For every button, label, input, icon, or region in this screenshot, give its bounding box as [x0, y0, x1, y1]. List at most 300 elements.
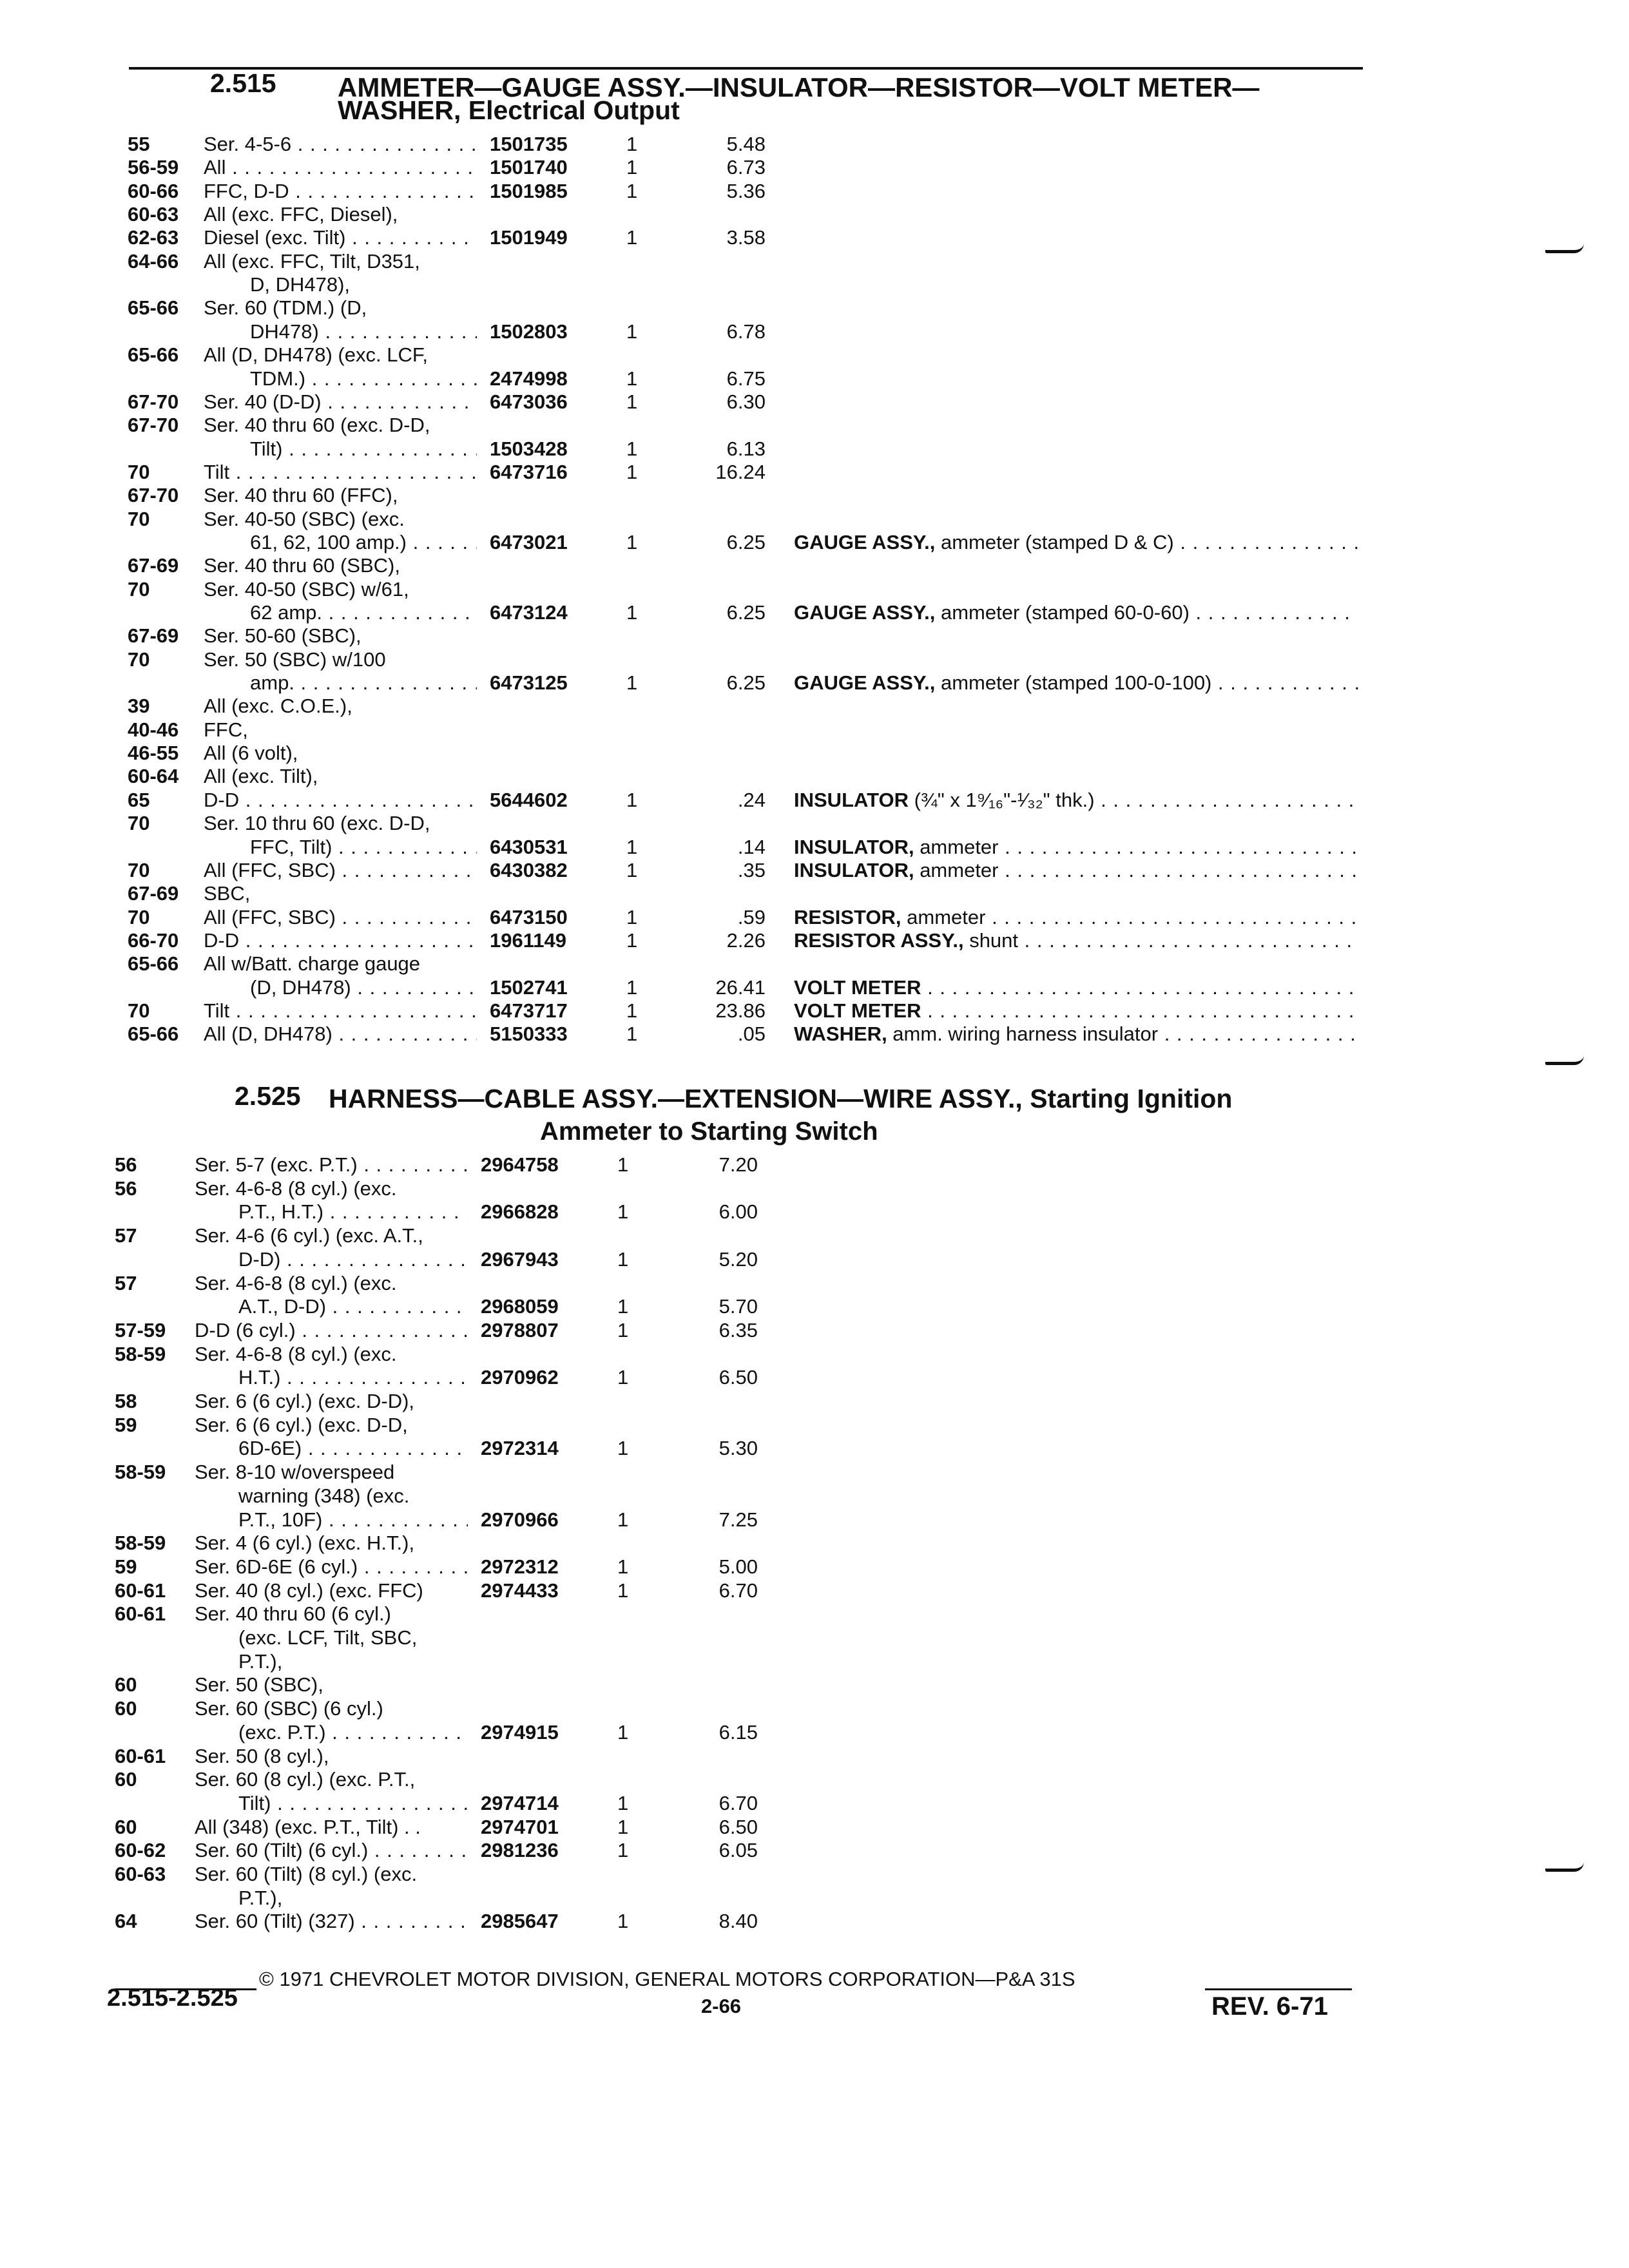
- price: .59: [737, 905, 766, 928]
- model-year: 67-70: [128, 414, 179, 437]
- price: 6.50: [718, 1815, 758, 1838]
- application-description: FFC, Tilt) . . .: [250, 836, 477, 859]
- price: 6.30: [726, 390, 766, 413]
- application-description: D, DH478),: [250, 273, 351, 296]
- quantity: 1: [626, 437, 638, 460]
- model-year: 67-70: [128, 390, 179, 413]
- model-year: 60-64: [128, 765, 179, 788]
- part-name: [794, 906, 1358, 929]
- table-row: [0, 718, 1629, 742]
- table-row: [0, 1295, 1629, 1318]
- application-description: All (exc. Tilt),: [204, 765, 318, 788]
- model-year: 64-66: [128, 249, 179, 273]
- model-year: 59: [115, 1413, 137, 1436]
- model-year: 59: [115, 1555, 137, 1578]
- quantity: 1: [626, 133, 638, 155]
- table-row: [0, 601, 1629, 624]
- application-description: Ser. 5-7 (exc. P.T.) . . .: [195, 1153, 468, 1177]
- part-number: 5150333: [490, 1023, 568, 1046]
- model-year: 58-59: [115, 1461, 166, 1484]
- application-description: 62 amp. . . .: [250, 601, 477, 624]
- model-year: 67-69: [128, 554, 179, 577]
- table-row: [0, 1532, 1629, 1555]
- application-description: Ser. 6D-6E (6 cyl.) . . .: [195, 1555, 468, 1579]
- part-number: 2972312: [481, 1555, 559, 1578]
- quantity: 1: [626, 858, 638, 881]
- model-year: 66-70: [128, 928, 179, 952]
- quantity: 1: [617, 1910, 629, 1933]
- application-description: Ser. 4-6-8 (8 cyl.) (exc.: [195, 1342, 397, 1365]
- part-name: [794, 836, 1358, 859]
- section-title-2-bold: HARNESS—CABLE ASSY.—EXTENSION—WIRE ASSY.,: [329, 1084, 1023, 1113]
- model-year: 65: [128, 788, 150, 811]
- price: 5.30: [718, 1437, 758, 1460]
- price: 6.05: [718, 1839, 758, 1862]
- part-name-detail: ammeter: [901, 905, 986, 928]
- quantity: 1: [626, 835, 638, 858]
- model-year: 64: [115, 1910, 137, 1933]
- application-description: All (exc. FFC, Diesel),: [204, 203, 398, 226]
- part-number: 6430531: [490, 835, 568, 858]
- application-description: 6D-6E) . . .: [238, 1437, 468, 1460]
- part-name-bold: GAUGE ASSY.,: [794, 671, 936, 695]
- part-number: 6473036: [490, 390, 568, 413]
- application-description: (exc. LCF, Tilt, SBC,: [238, 1626, 418, 1649]
- application-description: FFC,: [204, 718, 248, 741]
- application-description: D-D) . . .: [238, 1248, 468, 1271]
- table-row: [0, 1177, 1629, 1200]
- quantity: 1: [617, 1318, 629, 1341]
- application-description: Ser. 60 (Tilt) (8 cyl.) (exc.: [195, 1863, 418, 1885]
- model-year: 57: [115, 1224, 137, 1247]
- price: 5.36: [726, 179, 766, 202]
- section-number: 2.515: [210, 68, 276, 98]
- quantity: 1: [626, 156, 638, 179]
- model-year: 56: [115, 1153, 137, 1176]
- price: .05: [737, 1023, 766, 1046]
- part-name-bold: GAUGE ASSY.,: [794, 601, 936, 624]
- price: 7.20: [718, 1153, 758, 1176]
- table-row: [0, 1816, 1629, 1839]
- model-year: 67-69: [128, 624, 179, 648]
- quantity: 1: [617, 1815, 629, 1838]
- model-year: 60-61: [115, 1579, 166, 1602]
- model-year: 58-59: [115, 1342, 166, 1365]
- price: 8.40: [718, 1910, 758, 1933]
- model-year: 70: [128, 460, 150, 483]
- table-row: [0, 203, 1629, 226]
- application-description: D-D . . .: [204, 929, 477, 952]
- table-row: [0, 554, 1629, 577]
- top-rule: [129, 67, 1363, 70]
- part-name-detail: ammeter (stamped 60-0-60): [935, 601, 1190, 624]
- application-description: Ser. 40 thru 60 (6 cyl.): [195, 1602, 391, 1626]
- application-description: Ser. 40 thru 60 (exc. D-D,: [204, 414, 430, 437]
- table-row: [0, 390, 1629, 414]
- application-description: D-D (6 cyl.) . . .: [195, 1319, 468, 1342]
- application-description: Ser. 4-6 (6 cyl.) (exc. A.T.,: [195, 1224, 423, 1247]
- table-row: [0, 1248, 1629, 1271]
- application-description: Tilt . . .: [204, 461, 477, 484]
- part-name: [794, 929, 1358, 952]
- model-year: 60: [115, 1673, 137, 1696]
- application-description: (exc. P.T.) . . .: [238, 1721, 468, 1744]
- application-description: Ser. 60 (TDM.) (D,: [204, 296, 367, 320]
- table-row: [0, 320, 1629, 343]
- price: .14: [737, 835, 766, 858]
- part-number: 2978807: [481, 1318, 559, 1341]
- table-row: [0, 1768, 1629, 1791]
- table-row: [0, 461, 1629, 484]
- section-title: AMMETER—GAUGE ASSY.—INSULATOR—RESISTOR—VOLT METER—: [338, 72, 1260, 102]
- table-row: [0, 1200, 1629, 1224]
- quantity: 1: [617, 1579, 629, 1602]
- application-description: All (D, DH478) . . .: [204, 1023, 477, 1046]
- part-name-detail: ammeter: [914, 858, 999, 881]
- part-name-bold: WASHER,: [794, 1023, 887, 1046]
- application-description: Tilt) . . .: [238, 1792, 468, 1815]
- table-row: [0, 648, 1629, 671]
- application-description: Ser. 50-60 (SBC),: [204, 624, 361, 648]
- table-row: [0, 1839, 1629, 1862]
- price: 7.25: [718, 1508, 758, 1531]
- table-row: [0, 906, 1629, 929]
- application-description: Ser. 60 (Tilt) (6 cyl.) . . .: [195, 1839, 468, 1862]
- footer-revision: REV. 6-71: [1211, 1992, 1328, 2021]
- quantity: 1: [626, 905, 638, 928]
- table-row: [0, 1887, 1629, 1910]
- table-row: [0, 1721, 1629, 1744]
- part-number: 2974714: [481, 1791, 559, 1814]
- price: 6.50: [718, 1366, 758, 1389]
- application-description: Ser. 4 (6 cyl.) (exc. H.T.),: [195, 1532, 415, 1555]
- model-year: 65-66: [128, 343, 179, 367]
- part-number: 1503428: [490, 437, 568, 460]
- application-description: All (exc. FFC, Tilt, D351,: [204, 249, 420, 273]
- quantity: 1: [617, 1555, 629, 1578]
- part-number: 2974701: [481, 1815, 559, 1838]
- quantity: 1: [626, 671, 638, 695]
- model-year: 60: [115, 1768, 137, 1791]
- application-description: SBC,: [204, 882, 251, 905]
- application-description: P.T.),: [238, 1649, 283, 1673]
- part-name-bold: VOLT METER: [794, 999, 921, 1022]
- application-description: Tilt . . .: [204, 999, 477, 1023]
- application-description: Ser. 40-50 (SBC) (exc.: [204, 507, 405, 530]
- model-year: 62-63: [128, 226, 179, 249]
- part-number: 6473125: [490, 671, 568, 695]
- application-description: Ser. 40 thru 60 (FFC),: [204, 484, 398, 507]
- part-number: 5644602: [490, 788, 568, 811]
- application-description: 61, 62, 100 amp.) . . .: [250, 531, 477, 554]
- model-year: 58: [115, 1390, 137, 1412]
- price: 6.25: [726, 530, 766, 553]
- model-year: 65-66: [128, 952, 179, 975]
- part-number: 2981236: [481, 1839, 559, 1862]
- quantity: 1: [617, 1366, 629, 1389]
- table-row: [0, 156, 1629, 179]
- application-description: Tilt) . . .: [250, 437, 477, 461]
- application-description: TDM.) . . .: [250, 367, 477, 390]
- part-name-detail: ammeter: [914, 835, 999, 858]
- section-title-2: [329, 1084, 1232, 1114]
- price: 6.15: [718, 1720, 758, 1744]
- quantity: 1: [617, 1720, 629, 1744]
- table-row: [0, 343, 1629, 367]
- model-year: 70: [128, 507, 150, 530]
- application-description: All (6 volt),: [204, 742, 298, 765]
- application-description: Ser. 60 (SBC) (6 cyl.): [195, 1697, 383, 1720]
- section-subtitle: Ammeter to Starting Switch: [540, 1117, 878, 1146]
- part-name: [794, 531, 1358, 554]
- table-row: [0, 508, 1629, 531]
- table-row: [0, 1792, 1629, 1815]
- table-row: [0, 578, 1629, 601]
- application-description: FFC, D-D . . .: [204, 180, 477, 203]
- model-year: 70: [128, 648, 150, 671]
- part-name-bold: RESISTOR ASSY.,: [794, 928, 964, 952]
- margin-mark-3: [1545, 1862, 1584, 1872]
- section-title-2-rest: Starting Ignition: [1022, 1084, 1233, 1113]
- application-description: DH478) . . .: [250, 320, 477, 343]
- part-name: [794, 671, 1358, 695]
- price: .35: [737, 858, 766, 881]
- quantity: 1: [617, 1508, 629, 1531]
- price: 5.20: [718, 1247, 758, 1271]
- model-year: 58-59: [115, 1532, 166, 1555]
- part-number: 2974915: [481, 1720, 559, 1744]
- table-row: [0, 812, 1629, 835]
- table-row: [0, 742, 1629, 765]
- part-name-bold: VOLT METER: [794, 975, 921, 999]
- price: 16.24: [715, 460, 766, 483]
- model-year: 60-63: [128, 203, 179, 226]
- application-description: All (D, DH478) (exc. LCF,: [204, 343, 428, 367]
- quantity: 1: [617, 1153, 629, 1176]
- application-description: (D, DH478) . . .: [250, 976, 477, 999]
- part-number: 1501985: [490, 179, 568, 202]
- table-row: [0, 1390, 1629, 1413]
- table-row: [0, 1224, 1629, 1247]
- part-number: 2966828: [481, 1200, 559, 1224]
- quantity: 1: [626, 928, 638, 952]
- quantity: 1: [626, 460, 638, 483]
- table-row: [0, 695, 1629, 718]
- model-year: 67-69: [128, 882, 179, 905]
- model-year: 60-66: [128, 179, 179, 202]
- part-number: 2985647: [481, 1910, 559, 1933]
- table-row: [0, 1437, 1629, 1460]
- application-description: Ser. 60 (Tilt) (327) . . .: [195, 1910, 468, 1933]
- application-description: H.T.) . . .: [238, 1366, 468, 1389]
- application-description: Ser. 6 (6 cyl.) (exc. D-D),: [195, 1390, 415, 1412]
- table-row: [0, 1910, 1629, 1933]
- price: 6.70: [718, 1791, 758, 1814]
- part-name: [794, 601, 1358, 624]
- table-row: [0, 836, 1629, 859]
- part-name-bold: RESISTOR,: [794, 905, 901, 928]
- part-number: 6430382: [490, 858, 568, 881]
- model-year: 55: [128, 133, 150, 155]
- application-description: amp. . . .: [250, 671, 477, 695]
- model-year: 57: [115, 1271, 137, 1294]
- model-year: 46-55: [128, 742, 179, 765]
- part-name-detail: amm. wiring harness insulator: [887, 1023, 1159, 1046]
- price: 5.70: [718, 1295, 758, 1318]
- table-row: [0, 789, 1629, 812]
- table-row: [0, 1319, 1629, 1342]
- table-row: [0, 859, 1629, 882]
- quantity: 1: [626, 601, 638, 624]
- part-number: 6473021: [490, 530, 568, 553]
- model-year: 67-70: [128, 484, 179, 507]
- model-year: 65-66: [128, 296, 179, 320]
- application-description: Diesel (exc. Tilt) . . .: [204, 226, 477, 249]
- table-row: [0, 1508, 1629, 1532]
- model-year: 60-63: [115, 1863, 166, 1885]
- table-row: [0, 531, 1629, 554]
- table-row: [0, 1650, 1629, 1673]
- application-description: All (348) (exc. P.T., Tilt) . .: [195, 1815, 421, 1838]
- application-description: P.T., H.T.) . . .: [238, 1200, 468, 1224]
- table-row: [0, 1343, 1629, 1366]
- table-row: [0, 1153, 1629, 1177]
- part-number: 2968059: [481, 1295, 559, 1318]
- price: 6.00: [718, 1200, 758, 1224]
- table-row: [0, 133, 1629, 156]
- table-row: [0, 367, 1629, 390]
- table-row: [0, 226, 1629, 249]
- application-description: Ser. 60 (8 cyl.) (exc. P.T.,: [195, 1768, 416, 1791]
- price: 5.00: [718, 1555, 758, 1578]
- quantity: 1: [626, 226, 638, 249]
- price: 26.41: [715, 975, 766, 999]
- part-number: 2967943: [481, 1247, 559, 1271]
- table-row: [0, 1414, 1629, 1437]
- price: 2.26: [726, 928, 766, 952]
- part-number: 1502741: [490, 975, 568, 999]
- application-description: Ser. 40 (D-D) . . .: [204, 390, 477, 414]
- quantity: 1: [626, 179, 638, 202]
- table-row: [0, 952, 1629, 975]
- table-row: [0, 1272, 1629, 1295]
- margin-mark-1: [1545, 244, 1584, 253]
- table-row: [0, 929, 1629, 952]
- price: 6.75: [726, 367, 766, 390]
- part-number: 2974433: [481, 1579, 559, 1602]
- table-row: [0, 1023, 1629, 1046]
- table-row: [0, 250, 1629, 273]
- quantity: 1: [617, 1791, 629, 1814]
- application-description: A.T., D-D) . . .: [238, 1295, 468, 1318]
- model-year: 60: [115, 1815, 137, 1838]
- section-title-line2: WASHER, Electrical Output: [338, 95, 680, 125]
- part-number: 6473716: [490, 460, 568, 483]
- quantity: 1: [617, 1839, 629, 1862]
- table-row: [0, 882, 1629, 905]
- table-row: [0, 1555, 1629, 1579]
- footer-rule-right: [1205, 1988, 1352, 1990]
- model-year: 57-59: [115, 1318, 166, 1341]
- price: 23.86: [715, 999, 766, 1022]
- quantity: 1: [626, 999, 638, 1022]
- table-row: [0, 484, 1629, 507]
- part-name: [794, 1023, 1358, 1046]
- table-row: [0, 273, 1629, 296]
- table-row: [0, 1579, 1629, 1602]
- part-name: [794, 789, 1358, 812]
- price: 3.58: [726, 226, 766, 249]
- price: 5.48: [726, 133, 766, 155]
- table-row: [0, 976, 1629, 999]
- part-name-bold: INSULATOR,: [794, 835, 914, 858]
- model-year: 39: [128, 695, 150, 718]
- application-description: All (exc. C.O.E.),: [204, 695, 352, 718]
- table-row: [0, 1602, 1629, 1626]
- part-name-bold: INSULATOR,: [794, 858, 914, 881]
- model-year: 56-59: [128, 156, 179, 179]
- table-row: [0, 765, 1629, 788]
- table-row: [0, 437, 1629, 461]
- model-year: 65-66: [128, 1023, 179, 1046]
- quantity: 1: [617, 1200, 629, 1224]
- price: 6.13: [726, 437, 766, 460]
- model-year: 60: [115, 1697, 137, 1720]
- table-row: [0, 1461, 1629, 1484]
- model-year: 70: [128, 577, 150, 601]
- model-year: 40-46: [128, 718, 179, 741]
- part-name: [794, 976, 1358, 999]
- application-description: Ser. 4-5-6 . . .: [204, 133, 477, 156]
- part-number: 2970966: [481, 1508, 559, 1531]
- table-row: [0, 1745, 1629, 1768]
- model-year: 60-62: [115, 1839, 166, 1862]
- model-year: 70: [128, 858, 150, 881]
- application-description: Ser. 50 (SBC),: [195, 1673, 323, 1696]
- table-row: [0, 1626, 1629, 1649]
- table-row: [0, 180, 1629, 203]
- part-name-bold: INSULATOR: [794, 788, 909, 811]
- model-year: 70: [128, 999, 150, 1022]
- table-row: [0, 1697, 1629, 1720]
- quantity: 1: [617, 1247, 629, 1271]
- application-description: All w/Batt. charge gauge: [204, 952, 421, 975]
- application-description: Ser. 50 (8 cyl.),: [195, 1744, 329, 1767]
- part-number: 6473124: [490, 601, 568, 624]
- table-row: [0, 414, 1629, 437]
- quantity: 1: [626, 530, 638, 553]
- quantity: 1: [617, 1437, 629, 1460]
- application-description: Ser. 10 thru 60 (exc. D-D,: [204, 812, 430, 835]
- quantity: 1: [617, 1295, 629, 1318]
- application-description: warning (348) (exc.: [238, 1484, 410, 1507]
- quantity: 1: [626, 367, 638, 390]
- margin-mark-2: [1545, 1055, 1584, 1065]
- model-year: 70: [128, 812, 150, 835]
- application-description: Ser. 8-10 w/overspeed: [195, 1461, 395, 1484]
- application-description: Ser. 40 thru 60 (SBC),: [204, 554, 400, 577]
- part-name: [794, 999, 1358, 1023]
- part-number: 1961149: [490, 928, 566, 952]
- table-row: [0, 1485, 1629, 1508]
- part-name-detail: ammeter (stamped 100-0-100): [935, 671, 1212, 695]
- table-row: [0, 1366, 1629, 1389]
- part-number: 2964758: [481, 1153, 559, 1176]
- application-description: Ser. 50 (SBC) w/100: [204, 648, 386, 671]
- table-row: [0, 1673, 1629, 1696]
- model-year: 60-61: [115, 1602, 166, 1626]
- part-number: 2972314: [481, 1437, 559, 1460]
